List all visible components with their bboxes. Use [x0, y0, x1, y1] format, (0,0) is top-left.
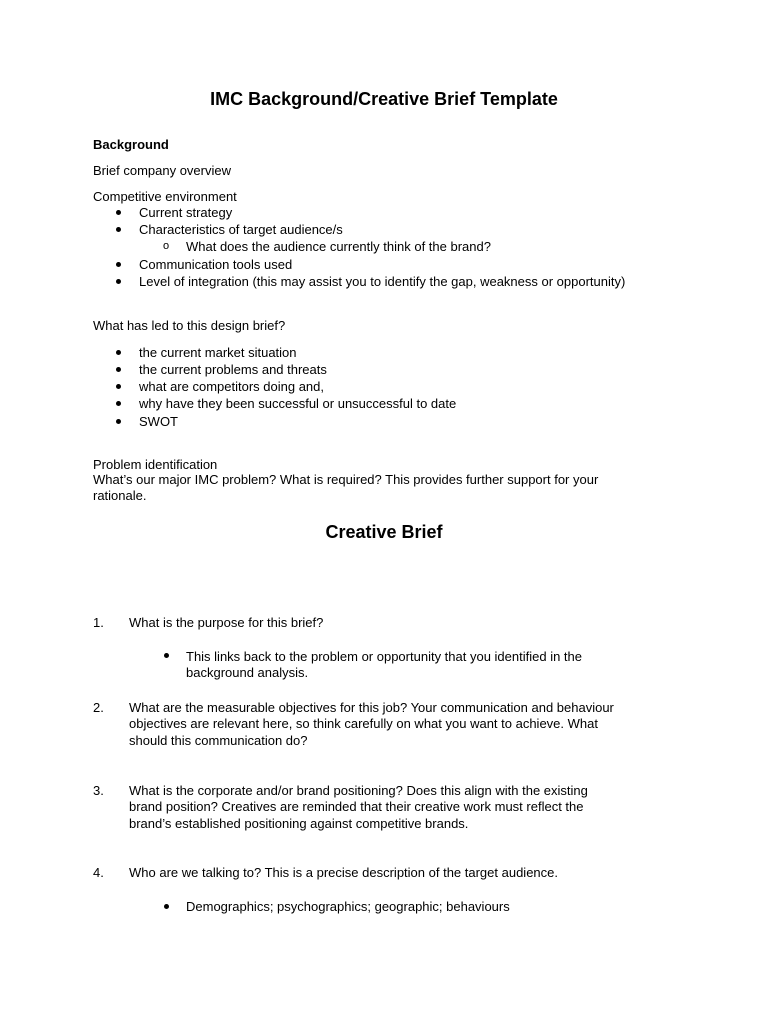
list-item-text: Current strategy: [139, 205, 233, 220]
item-text-line: What are the measurable objectives for this job? Your communication and behaviour: [129, 700, 614, 715]
background-heading: Background: [93, 137, 169, 152]
problem-text-line: rationale.: [93, 488, 147, 503]
circle-bullet-icon: o: [163, 240, 170, 252]
bullet-icon: [116, 401, 121, 406]
list-item-text: what are competitors doing and,: [139, 379, 324, 394]
bullet-icon: [164, 904, 169, 909]
document-title: IMC Background/Creative Brief Template: [210, 89, 558, 109]
item-number: 2.: [93, 700, 104, 715]
list-item-text: why have they been successful or unsuccessful to date: [139, 396, 457, 411]
item-text-line: Who are we talking to? This is a precise description of the target audience.: [129, 865, 558, 880]
list-item-text: the current market situation: [139, 345, 297, 360]
list-item-text: the current problems and threats: [139, 362, 327, 377]
sub-list-item-text: What does the audience currently think of the brand?: [186, 239, 491, 254]
competitive-environment: Competitive environment: [93, 189, 237, 204]
bullet-icon: [116, 262, 121, 267]
bullet-icon: [116, 350, 121, 355]
bullet-icon: [116, 227, 121, 232]
bullet-icon: [116, 210, 121, 215]
bullet-icon: [116, 419, 121, 424]
item-text-line: brand position? Creatives are reminded that their creative work must reflect the: [129, 799, 584, 814]
bullet-icon: [116, 279, 121, 284]
bullet-icon: [116, 367, 121, 372]
company-overview: Brief company overview: [93, 163, 231, 178]
item-text-line: What is the purpose for this brief?: [129, 615, 324, 630]
bullet-icon: [164, 653, 169, 658]
list-item-text: SWOT: [139, 414, 178, 429]
item-bullet-text: Demographics; psychographics; geographic; behaviours: [186, 899, 510, 914]
problem-text-line: What’s our major IMC problem? What is required? This provides further support for your: [93, 472, 599, 487]
item-text-line: What is the corporate and/or brand positioning? Does this align with the existing: [129, 783, 588, 798]
item-number: 1.: [93, 615, 104, 630]
item-text-line: should this communication do?: [129, 733, 308, 748]
led-question: What has led to this design brief?: [93, 318, 286, 333]
item-text-line: objectives are relevant here, so think carefully on what you want to achieve. What: [129, 716, 598, 731]
bullet-icon: [116, 384, 121, 389]
list-item-text: Level of integration (this may assist you to identify the gap, weakness or opportunity): [139, 274, 626, 289]
item-bullet-text: background analysis.: [186, 665, 309, 680]
item-number: 4.: [93, 865, 104, 880]
item-bullet-text: This links back to the problem or opportunity that you identified in the: [186, 649, 582, 664]
problem-heading: Problem identification: [93, 457, 218, 472]
list-item-text: Communication tools used: [139, 257, 293, 272]
list-item-text: Characteristics of target audience/s: [139, 222, 343, 237]
item-text-line: brand’s established positioning against competitive brands.: [129, 816, 469, 831]
item-number: 3.: [93, 783, 104, 798]
creative-brief-heading: Creative Brief: [325, 522, 443, 542]
